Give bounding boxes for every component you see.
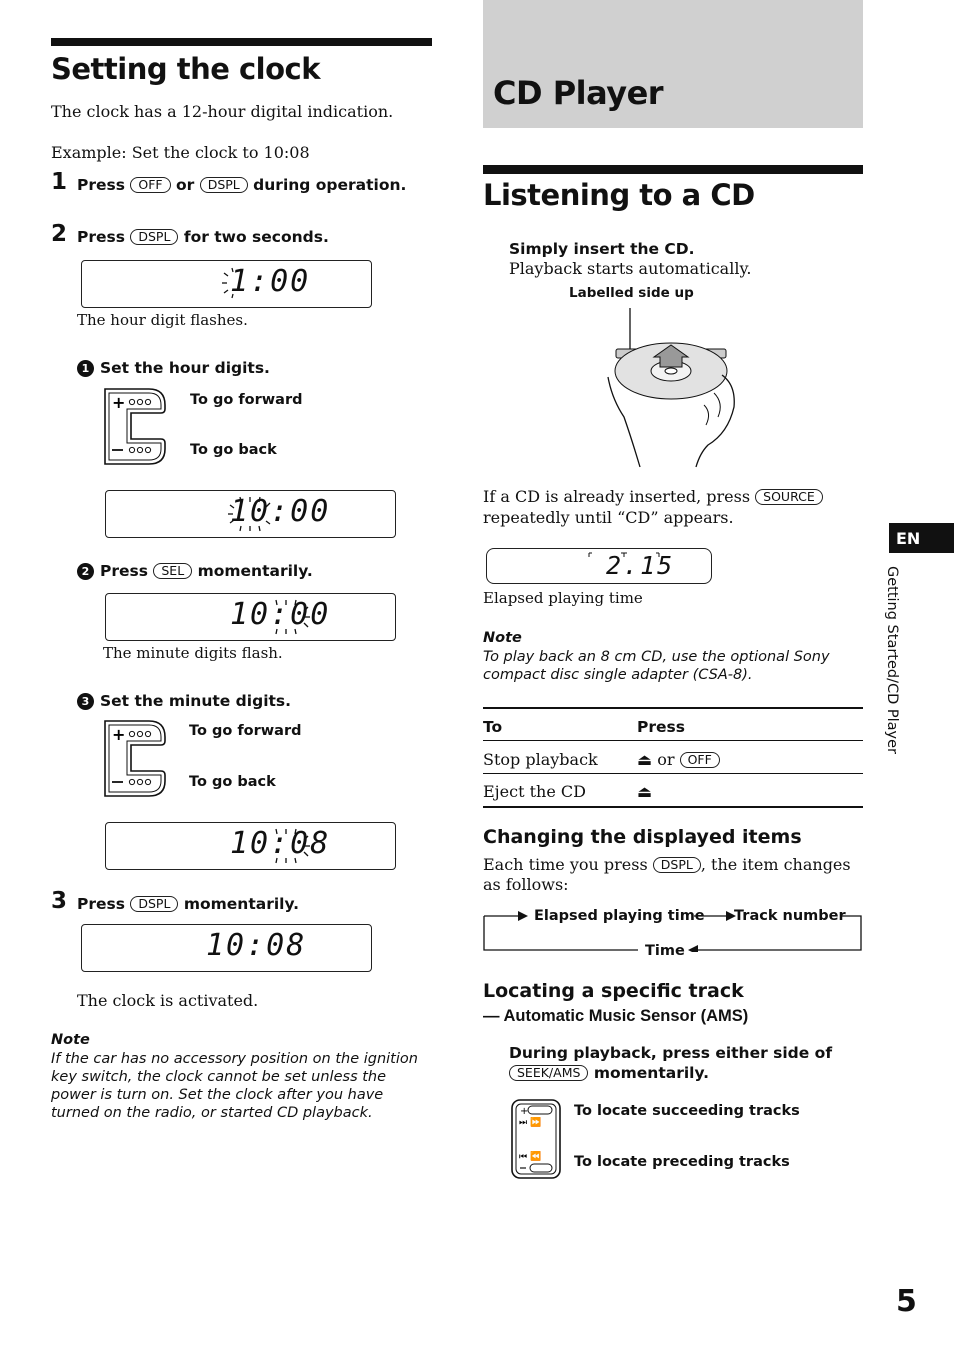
page-number: 5 [896,1284,917,1319]
during-playback-text [509,1043,832,1083]
substep-1-text: Set the hour digits. [100,359,270,377]
substep-2-rest: momentarily. [197,562,313,580]
substep-3 [77,692,291,710]
label-go-forward-1: To go forward [190,392,303,408]
title-rule-right [483,165,863,174]
svg-text:+: + [112,725,126,744]
lcd-display-4 [105,822,396,870]
source-key: SOURCE [755,489,823,505]
section-title-listening: Listening to a CD [483,178,755,212]
label-locate-succeeding: To locate succeeding tracks [574,1103,800,1119]
lcd-display-2 [105,490,396,538]
step-2-press: Press [77,228,125,246]
table-row-stop-press [637,750,720,769]
table-top-rule [483,707,863,709]
table-header-to: To [483,718,503,736]
substep-1 [77,359,270,377]
lcd-3-value: 10:00 [230,597,331,632]
eject-icon: ⏏ [637,750,653,769]
seek-ams-rocker-icon [510,1098,562,1180]
example-text: Example: Set the clock to 10:08 [51,143,310,162]
step-1-press: Press [77,176,125,194]
hour-rocker-button-icon [103,387,169,467]
momentarily-text: momentarily. [593,1064,710,1082]
note-title-right: Note [483,630,522,646]
step-3-press: Press [77,895,125,913]
lcd-4-value: 10:08 [230,826,331,861]
step-3-text [77,895,299,913]
lcd-1-value: 1:00 [230,264,311,299]
substep-3-text: Set the minute digits. [100,692,292,710]
eject-icon: ⏏ [637,782,653,801]
locating-title: Locating a specific track [483,980,744,1002]
label-go-forward-2: To go forward [189,723,302,739]
lcd-display-1 [81,260,372,308]
changing-text [483,855,863,895]
insert-text: Playback starts automatically. [509,259,752,278]
table-row-eject-press [637,782,652,801]
sel-key: SEL [153,563,192,579]
lcd-display-5 [81,924,372,972]
already-inserted-post: repeatedly until “CD” appears. [483,508,734,527]
off-key: OFF [130,177,170,193]
note-title-left: Note [51,1032,90,1048]
lcd-2-value: 10:00 [230,494,331,529]
banner-title: CD Player [493,74,664,112]
already-inserted-pre: If a CD is already inserted, press [483,487,751,506]
table-bottom-rule [483,806,863,808]
cycle-time: Time [645,943,685,959]
svg-text:⏭ ⏩: ⏭ ⏩ [519,1118,542,1128]
clock-activated-text: The clock is activated. [77,991,259,1010]
lcd-1-caption: The hour digit flashes. [77,311,248,329]
cd-insert-illustration [596,305,756,470]
step-3-number: 3 [51,888,68,914]
step-2-number: 2 [51,221,68,247]
dspl-key: DSPL [130,896,178,912]
label-go-back-2: To go back [189,774,276,790]
changing-title: Changing the displayed items [483,826,802,848]
intro-text: The clock has a 12-hour digital indication. [51,102,394,121]
language-tab-label: EN [896,529,921,548]
step-2-text [77,228,329,246]
title-rule-left [51,38,432,46]
lcd-cd-value: 2.15 [606,551,675,580]
step-1-or: or [176,176,195,194]
table-or: or [657,750,675,769]
lcd-5-value: 10:08 [206,928,307,963]
changing-pre: Each time you press [483,855,648,874]
label-locate-preceding: To locate preceding tracks [574,1154,790,1170]
during-text: During playback, press either side of [509,1044,833,1062]
locating-subtitle: — Automatic Music Sensor (AMS) [483,1007,749,1025]
already-inserted-text [483,486,863,528]
step-3-rest: momentarily. [183,895,300,913]
cycle-elapsed: Elapsed playing time [534,908,705,924]
lcd-cd-display [486,548,712,584]
section-title-setting-clock: Setting the clock [51,52,321,86]
dspl-key: DSPL [130,229,178,245]
seek-ams-key: SEEK/AMS [509,1065,588,1081]
step-1-text [77,176,406,194]
elapsed-caption: Elapsed playing time [483,589,643,607]
svg-text:+: + [520,1106,529,1117]
table-row-stop: Stop playback [483,750,598,769]
svg-text:⏮ ⏪: ⏮ ⏪ [519,1152,542,1162]
side-section-label: Getting Started/CD Player [884,566,900,755]
note-text-left: If the car has no accessory position on the ignition key switch, the clock cannot be set unless the power is turn on. Set the clock after you have turned on the radio, or started CD playback. [51,1051,418,1121]
changing-post: , the item changes as follows: [483,855,851,894]
dspl-key: DSPL [653,857,701,873]
dspl-key: DSPL [200,177,248,193]
note-text-right: To play back an 8 cm CD, use the optional Sony compact disc single adapter (CSA-8). [483,649,830,683]
label-go-back-1: To go back [190,442,277,458]
substep-2 [77,562,313,580]
minute-rocker-button-icon [103,719,169,799]
language-tab [889,523,954,553]
off-key: OFF [680,752,720,768]
step-1-number: 1 [51,169,68,195]
insert-bold: Simply insert the CD. [509,240,695,258]
table-row-rule [483,773,863,774]
table-row-eject: Eject the CD [483,782,586,801]
labelled-side-up: Labelled side up [569,285,694,301]
substep-3-marker: 3 [77,693,94,710]
table-header-rule [483,740,863,741]
substep-1-marker: 1 [77,360,94,377]
substep-2-press: Press [100,562,148,580]
lcd-3-caption: The minute digits flash. [103,644,283,662]
step-1-rest: during operation. [253,176,407,194]
lcd-display-3 [105,593,396,641]
cycle-track: Track number [734,908,846,924]
step-2-rest: for two seconds. [183,228,329,246]
svg-text:+: + [112,393,126,412]
table-header-press: Press [637,718,685,736]
substep-2-marker: 2 [77,563,94,580]
